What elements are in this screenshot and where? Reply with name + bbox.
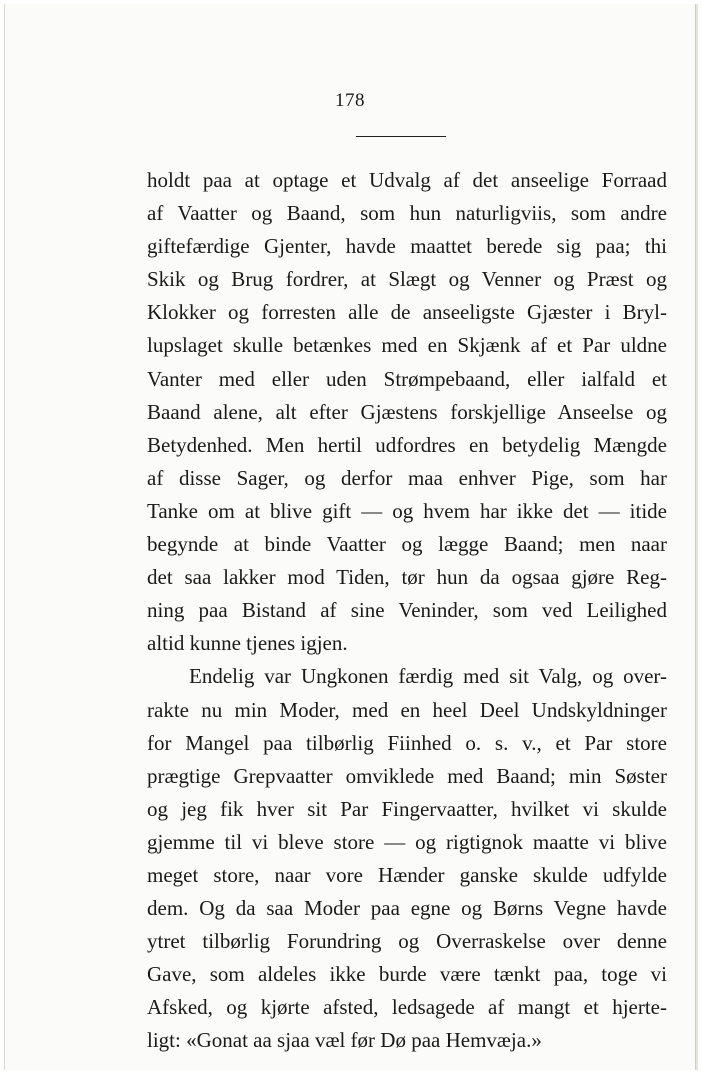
text-line: Tanke om at blive gift — og hvem har ikke det — itide xyxy=(147,498,667,523)
text-line: Vanter med eller uden Strømpebaand, eller ialfald et xyxy=(147,366,667,391)
text-line: og jeg fik hver sit Par Fingervaatter, hvilket vi skulde xyxy=(147,796,667,821)
book-page xyxy=(4,4,696,1070)
text-line: ytret tilbørlig Forundring og Overraskelse over denne xyxy=(147,929,667,954)
header-rule xyxy=(356,136,446,137)
text-line: ning paa Bistand af sine Veninder, som ved Leilighed xyxy=(147,598,667,623)
text-line: lupslaget skulle betænkes med en Skjænk af et Par uldne xyxy=(147,333,667,358)
text-line: altid kunne tjenes igjen. xyxy=(147,631,348,656)
text-line: Baand alene, alt efter Gjæstens forskjellige Anseelse og xyxy=(147,399,667,424)
body-text xyxy=(147,164,667,1058)
text-line: Endelig var Ungkonen færdig med sit Valg, og over- xyxy=(189,664,667,689)
text-line: Gave, som aldeles ikke burde være tænkt paa, toge vi xyxy=(147,962,667,987)
text-line: rakte nu min Moder, med en heel Deel Undskyldninger xyxy=(147,697,667,722)
text-line: meget store, naar vore Hænder ganske skulde udfylde xyxy=(147,862,667,887)
text-line: gjemme til vi bleve store — og rigtignok maatte vi blive xyxy=(147,829,667,854)
text-line: Skik og Brug fordrer, at Slægt og Venner og Præst og xyxy=(147,267,667,292)
text-line: for Mangel paa tilbørlig Fiinhed o. s. v., et Par store xyxy=(147,730,667,755)
text-line: Betydenhed. Men hertil udfordres en betydelig Mængde xyxy=(147,432,667,457)
text-line: Afsked, og kjørte afsted, ledsagede af mangt et hjerte- xyxy=(147,995,667,1020)
page-number: 178 xyxy=(335,90,365,111)
paragraph-1 xyxy=(147,164,667,660)
paragraph-2 xyxy=(147,660,667,1057)
text-line: dem. Og da saa Moder paa egne og Børns Vegne havde xyxy=(147,896,667,921)
text-line: det saa lakker mod Tiden, tør hun da ogsaa gjøre Reg- xyxy=(147,565,667,590)
text-line: giftefærdige Gjenter, havde maattet berede sig paa; thi xyxy=(147,234,667,259)
text-line: prægtige Grepvaatter omviklede med Baand; min Søster xyxy=(147,763,667,788)
text-line: holdt paa at optage et Udvalg af det anseelige Forraad xyxy=(147,168,667,192)
text-line: ligt: «Gonat aa sjaa væl før Dø paa Hemvæja.» xyxy=(147,1028,542,1053)
text-line: Klokker og forresten alle de anseeligste Gjæster i Bryl- xyxy=(147,300,667,325)
text-line: af Vaatter og Baand, som hun naturligviis, som andre xyxy=(147,201,667,226)
text-line: af disse Sager, og derfor maa enhver Pige, som har xyxy=(147,465,667,490)
text-line: begynde at binde Vaatter og lægge Baand; men naar xyxy=(147,532,667,557)
